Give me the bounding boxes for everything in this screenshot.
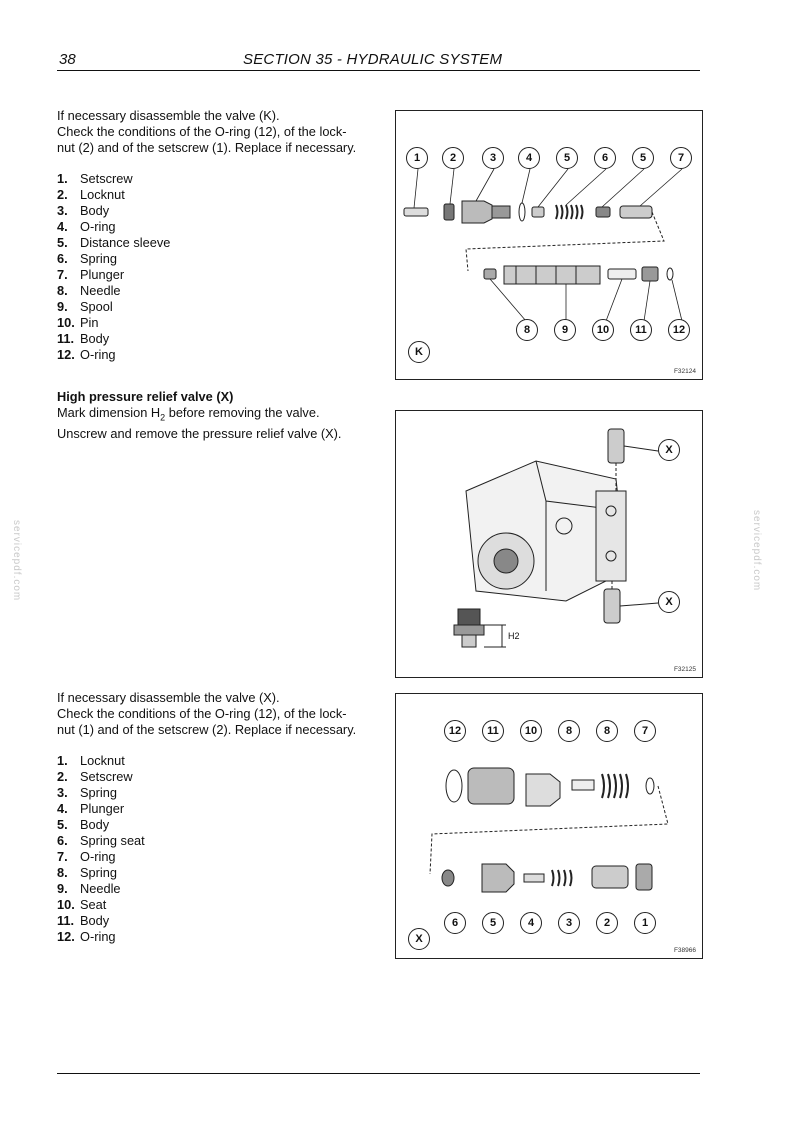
section-title: SECTION 35 - HYDRAULIC SYSTEM <box>243 51 503 68</box>
item-label: Seat <box>80 897 107 912</box>
watermark-left: servicepdf.com <box>11 520 22 602</box>
list-item <box>57 299 367 315</box>
detail-valve-nut <box>454 625 484 635</box>
item-number: 4. <box>57 219 68 234</box>
valve-x-check-line-1: Check the conditions of the O-ring (12), of the lock- <box>57 706 347 721</box>
item-number: 12. <box>57 929 75 944</box>
item-number: 8. <box>57 865 68 880</box>
item-number: 9. <box>57 881 68 896</box>
valve-k-parts-list <box>57 171 367 363</box>
valve-k-text <box>57 108 367 363</box>
callout-badge: 8 <box>596 720 618 742</box>
view-label-x: X <box>408 928 430 950</box>
callout-badge: 10 <box>520 720 542 742</box>
item-label: Locknut <box>80 187 125 202</box>
item-number: 6. <box>57 833 68 848</box>
spring-coil-part <box>602 774 628 798</box>
needle-part <box>484 269 496 279</box>
page-header <box>57 50 700 71</box>
callout-badge: 3 <box>482 147 504 169</box>
callout-badge: 6 <box>444 912 466 934</box>
body-thread-part <box>492 206 510 218</box>
valve-k-check-line-2: nut (2) and of the setscrew (1). Replace if necessary. <box>57 140 357 155</box>
relief-valve-heading: High pressure relief valve (X) <box>57 389 234 404</box>
item-number: 11. <box>57 331 75 346</box>
valve-k-check-line-1: Check the conditions of the O-ring (12), of the lock- <box>57 124 347 139</box>
item-number: 9. <box>57 299 68 314</box>
pin-part <box>608 269 636 279</box>
callout-badge: 2 <box>596 912 618 934</box>
item-label: Plunger <box>80 801 125 816</box>
item-number: 2. <box>57 769 68 784</box>
locknut-part <box>444 204 454 220</box>
body-small-part <box>642 267 658 281</box>
valve-x-check-line-2: nut (1) and of the setscrew (2). Replace if necessary. <box>57 722 357 737</box>
setscrew-part <box>592 866 628 888</box>
list-item <box>57 817 367 833</box>
callout-badge: 2 <box>442 147 464 169</box>
spring-small-part <box>552 870 572 886</box>
callout-badge: 7 <box>670 147 692 169</box>
mark-text-post: before removing the valve. <box>165 405 320 420</box>
item-label: O-ring <box>80 219 116 234</box>
relief-valve-top <box>608 429 624 463</box>
list-item <box>57 331 367 347</box>
list-item <box>57 347 367 363</box>
list-item <box>57 315 367 331</box>
spring-part <box>556 205 583 219</box>
item-label: O-ring <box>80 849 116 864</box>
callout-badge: 11 <box>630 319 652 341</box>
o-ring-small-part <box>667 268 673 280</box>
list-item <box>57 171 367 187</box>
relief-valve-text <box>57 389 367 442</box>
detail-valve-thread <box>462 635 476 647</box>
item-number: 7. <box>57 267 68 282</box>
callout-x-top: X <box>658 439 680 461</box>
item-label: Body <box>80 203 110 218</box>
item-number: 11. <box>57 913 75 928</box>
callout-badge: 12 <box>444 720 466 742</box>
dimension-label-h2: H2 <box>508 631 520 641</box>
item-number: 2. <box>57 187 68 202</box>
locknut-part <box>636 864 652 890</box>
item-number: 5. <box>57 235 68 250</box>
list-item <box>57 187 367 203</box>
plunger-part <box>524 874 544 882</box>
list-item <box>57 881 367 897</box>
list-item <box>57 929 367 945</box>
item-label: Spring <box>80 785 117 800</box>
relief-valve-remove-line: Unscrew and remove the pressure relief valve (X). <box>57 425 342 441</box>
spool-part <box>504 266 600 284</box>
item-label: Distance sleeve <box>80 235 171 250</box>
item-number: 1. <box>57 753 68 768</box>
item-label: Body <box>80 913 110 928</box>
callout-badge: 3 <box>558 912 580 934</box>
list-item <box>57 785 367 801</box>
list-item <box>57 203 367 219</box>
page-number: 38 <box>59 51 76 68</box>
item-label: Body <box>80 331 110 346</box>
connection-line <box>466 212 664 271</box>
callout-badge: 1 <box>406 147 428 169</box>
callout-badge: 8 <box>516 319 538 341</box>
item-label: Plunger <box>80 267 125 282</box>
valve-x-parts-list <box>57 753 367 945</box>
item-label: Needle <box>80 283 121 298</box>
item-number: 6. <box>57 251 68 266</box>
callout-badge: 4 <box>520 912 542 934</box>
body-part <box>462 201 492 223</box>
footer-rule <box>57 1073 700 1074</box>
figure-code: F38966 <box>673 947 696 954</box>
callout-badge: 9 <box>554 319 576 341</box>
item-label: Locknut <box>80 753 125 768</box>
pump-drawing <box>396 411 702 677</box>
item-number: 7. <box>57 849 68 864</box>
callout-badge: 8 <box>558 720 580 742</box>
item-number: 12. <box>57 347 75 362</box>
list-item <box>57 267 367 283</box>
list-item <box>57 865 367 881</box>
o-ring-small-part <box>646 778 654 794</box>
relief-valve-bottom <box>604 589 620 623</box>
item-label: O-ring <box>80 929 116 944</box>
seat-part <box>526 774 560 806</box>
item-number: 10. <box>57 897 75 912</box>
relief-valve-mark-line <box>57 405 367 426</box>
distance-sleeve-2-part <box>596 207 610 217</box>
item-label: Needle <box>80 881 121 896</box>
plunger-part <box>620 206 652 218</box>
item-number: 4. <box>57 801 68 816</box>
callout-badge: 7 <box>634 720 656 742</box>
item-label: Setscrew <box>80 171 133 186</box>
callout-badge: 5 <box>482 912 504 934</box>
valve-x-text <box>57 690 367 945</box>
callout-badge: 10 <box>592 319 614 341</box>
o-ring-part <box>519 203 525 221</box>
list-item <box>57 913 367 929</box>
list-item <box>57 769 367 785</box>
o-ring-large-part <box>446 770 462 802</box>
spring-needle-part <box>572 780 594 790</box>
callout-badge: 5 <box>556 147 578 169</box>
watermark-right: servicepdf.com <box>751 510 762 592</box>
valve-k-top-callouts <box>406 147 702 171</box>
list-item <box>57 753 367 769</box>
leader-lines <box>414 169 682 321</box>
callout-x-bottom: X <box>658 591 680 613</box>
list-item <box>57 897 367 913</box>
valve-x-intro: If necessary disassemble the valve (X). <box>57 690 280 705</box>
callout-badge: 1 <box>634 912 656 934</box>
list-item <box>57 801 367 817</box>
distance-sleeve-part <box>532 207 544 217</box>
setscrew-part <box>404 208 428 216</box>
list-item <box>57 251 367 267</box>
callout-badge: 12 <box>668 319 690 341</box>
list-item <box>57 283 367 299</box>
valve-block <box>596 491 626 581</box>
item-label: O-ring <box>80 347 116 362</box>
item-number: 1. <box>57 171 68 186</box>
callout-badge: 4 <box>518 147 540 169</box>
list-item <box>57 219 367 235</box>
valve-x-bottom-callouts <box>444 912 702 936</box>
item-label: Spool <box>80 299 113 314</box>
valve-k-intro: If necessary disassemble the valve (K). <box>57 108 280 123</box>
figure-code: F32125 <box>673 666 696 673</box>
item-label: Spring <box>80 251 117 266</box>
item-label: Spring seat <box>80 833 145 848</box>
callout-badge: 11 <box>482 720 504 742</box>
figure-relief-valve-location <box>395 410 703 678</box>
item-number: 5. <box>57 817 68 832</box>
view-label-k: K <box>408 341 430 363</box>
item-number: 8. <box>57 283 68 298</box>
body-small-part <box>482 864 514 892</box>
item-label: Spring <box>80 865 117 880</box>
detail-valve-head <box>458 609 480 625</box>
body-large-part <box>468 768 514 804</box>
list-item <box>57 833 367 849</box>
item-number: 3. <box>57 785 68 800</box>
callout-badge: 5 <box>632 147 654 169</box>
spring-seat-part <box>442 870 454 886</box>
item-label: Setscrew <box>80 769 133 784</box>
figure-code: F32124 <box>673 368 696 375</box>
item-number: 3. <box>57 203 68 218</box>
valve-x-top-callouts <box>444 720 702 744</box>
figure-valve-x-exploded <box>395 693 703 959</box>
pump-shaft <box>494 549 518 573</box>
mark-text-pre: Mark dimension H <box>57 405 161 420</box>
list-item <box>57 849 367 865</box>
item-label: Body <box>80 817 110 832</box>
mark-subscript: 2 <box>160 412 166 423</box>
valve-k-bottom-callouts <box>516 319 702 343</box>
callout-badge: 6 <box>594 147 616 169</box>
figure-valve-k-exploded <box>395 110 703 380</box>
list-item <box>57 235 367 251</box>
item-number: 10. <box>57 315 75 330</box>
item-label: Pin <box>80 315 99 330</box>
